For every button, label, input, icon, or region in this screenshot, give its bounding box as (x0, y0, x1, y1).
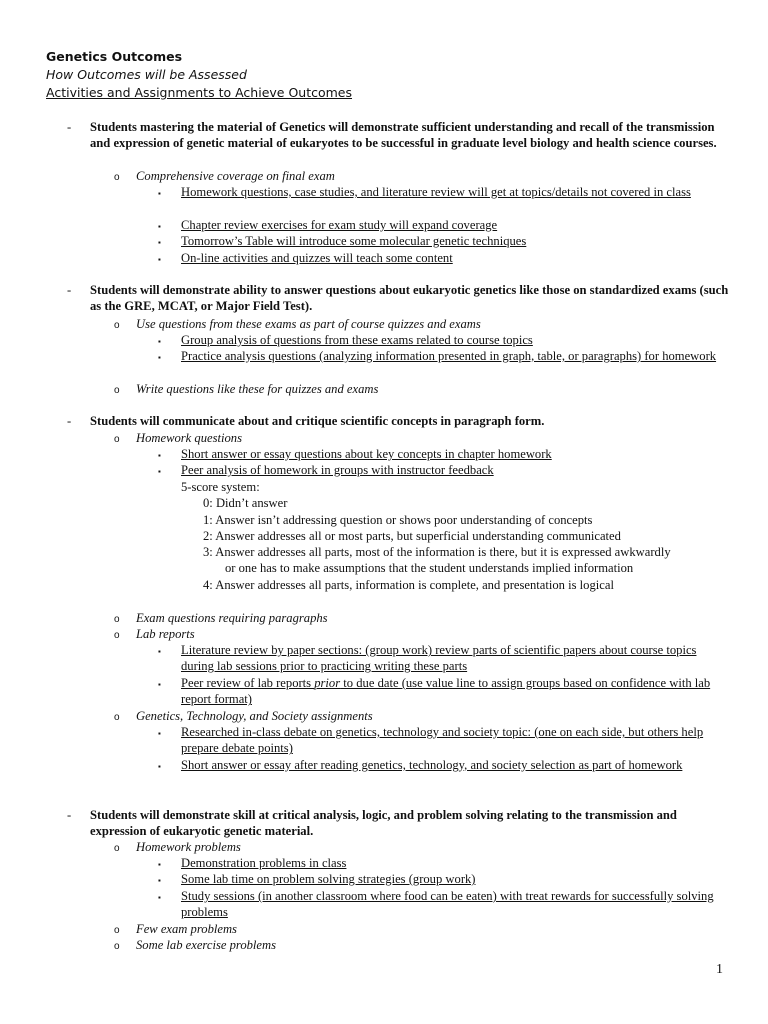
circle-bullet-icon: o (114, 434, 120, 445)
document-subheading: Activities and Assignments to Achieve Outcomes (46, 85, 353, 100)
score-level-3-continued: or one has to make assumptions that the student understands implied information (225, 561, 634, 575)
square-bullet-icon: ▪ (158, 876, 161, 885)
score-level-3: 3: Answer addresses all parts, most of the information is there, but it is expressed awkwardly (203, 545, 671, 559)
circle-bullet-icon: o (114, 712, 120, 723)
dash-marker: - (67, 120, 72, 134)
outcome-2-method-1: Use questions from these exams as part of course quizzes and exams (136, 317, 481, 331)
square-bullet-icon: ▪ (158, 680, 161, 689)
square-bullet-icon: ▪ (158, 893, 161, 902)
emphasis-prior: prior (314, 676, 341, 690)
square-bullet-icon: ▪ (158, 729, 161, 738)
activity-text: to due date (use value line to assign groups based on confidence with lab report format) (181, 676, 711, 707)
score-level-2: 2: Answer addresses all or most parts, but superficial understanding communicated (203, 529, 621, 543)
score-level-1: 1: Answer isn’t addressing question or shows poor understanding of concepts (203, 513, 593, 527)
outcome-4-method-1: Homework problems (136, 840, 241, 854)
outcome-3-statement: Students will communicate about and critique scientific concepts in paragraph form. (90, 414, 545, 428)
outcome-3-activity-5: Researched in-class debate on genetics, technology and society topic: (one on each side, but others help prepare debate points) (181, 725, 704, 756)
document-subtitle: How Outcomes will be Assessed (46, 67, 247, 82)
circle-bullet-icon: o (114, 925, 120, 936)
circle-bullet-icon: o (114, 630, 120, 641)
square-bullet-icon: ▪ (158, 647, 161, 656)
outcome-3-method-1: Homework questions (136, 431, 242, 445)
circle-bullet-icon: o (114, 614, 120, 625)
circle-bullet-icon: o (114, 385, 120, 396)
page-number: 1 (716, 962, 723, 977)
outcome-3-activity-2: Peer analysis of homework in groups with instructor feedback (181, 463, 494, 477)
circle-bullet-icon: o (114, 320, 120, 331)
outcome-3-method-3: Lab reports (136, 627, 195, 641)
square-bullet-icon: ▪ (158, 222, 161, 231)
dash-marker: - (67, 414, 72, 428)
dash-marker: - (67, 808, 72, 822)
circle-bullet-icon: o (114, 941, 120, 952)
outcome-4-statement: Students will demonstrate skill at critical analysis, logic, and problem solving relating to the transmission and expression of eukaryotic genetic material. (90, 808, 677, 839)
square-bullet-icon: ▪ (158, 762, 161, 771)
circle-bullet-icon: o (114, 843, 120, 854)
outcome-4-activity-1: Demonstration problems in class (181, 856, 347, 870)
square-bullet-icon: ▪ (158, 353, 161, 362)
outcome-3-method-2: Exam questions requiring paragraphs (136, 611, 328, 625)
outcome-3-activity-3: Literature review by paper sections: (group work) review parts of scientific papers about course topics during lab sessions prior to practicing writing these parts (181, 643, 697, 674)
outcome-4-method-3: Some lab exercise problems (136, 938, 277, 952)
outcome-1-activity-1: Homework questions, case studies, and literature review will get at topics/details not covered in class (181, 185, 691, 199)
outcome-1-method-1: Comprehensive coverage on final exam (136, 169, 335, 183)
outcome-3-activity-4 (181, 675, 726, 708)
outcome-3-activity-6: Short answer or essay after reading genetics, technology, and society selection as part of homework (181, 758, 683, 772)
square-bullet-icon: ▪ (158, 255, 161, 264)
square-bullet-icon: ▪ (158, 337, 161, 346)
square-bullet-icon: ▪ (158, 238, 161, 247)
outcome-4-method-2: Few exam problems (136, 922, 237, 936)
outcome-2-statement: Students will demonstrate ability to answer questions about eukaryotic genetics like those on standardized exams (such as the GRE, MCAT, or Major Field Test). (90, 283, 729, 314)
circle-bullet-icon: o (114, 172, 120, 183)
outcome-2-activity-2: Practice analysis questions (analyzing information presented in graph, table, or paragraphs) for homework (181, 349, 717, 363)
score-level-4: 4: Answer addresses all parts, information is complete, and presentation is logical (203, 578, 614, 592)
outcome-3-activity-1: Short answer or essay questions about key concepts in chapter homework (181, 447, 552, 461)
activity-text: Peer review of lab reports (181, 676, 315, 690)
square-bullet-icon: ▪ (158, 467, 161, 476)
outcome-3-method-4: Genetics, Technology, and Society assignments (136, 709, 373, 723)
outcome-4-activity-3: Study sessions (in another classroom where food can be eaten) with treat rewards for successfully solving problems (181, 889, 714, 920)
outcome-1-statement: Students mastering the material of Genetics will demonstrate sufficient understanding and recall of the transmission and expression of genetic material of eukaryotes to be successful in graduate level biology and health science courses. (90, 120, 717, 151)
outcome-2-method-2: Write questions like these for quizzes and exams (136, 382, 379, 396)
dash-marker: - (67, 283, 72, 297)
outcome-1-activity-4: On-line activities and quizzes will teach some content (181, 251, 453, 265)
document-title: Genetics Outcomes (46, 49, 183, 64)
square-bullet-icon: ▪ (158, 189, 161, 198)
score-level-0: 0: Didn’t answer (203, 496, 288, 510)
outcome-1-activity-2: Chapter review exercises for exam study will expand coverage (181, 218, 498, 232)
square-bullet-icon: ▪ (158, 860, 161, 869)
outcome-2-activity-1: Group analysis of questions from these exams related to course topics (181, 333, 533, 347)
square-bullet-icon: ▪ (158, 451, 161, 460)
outcome-4-activity-2: Some lab time on problem solving strategies (group work) (181, 872, 476, 886)
outcome-1-activity-3: Tomorrow’s Table will introduce some molecular genetic techniques (181, 234, 527, 248)
score-system-title: 5-score system: (181, 480, 260, 494)
